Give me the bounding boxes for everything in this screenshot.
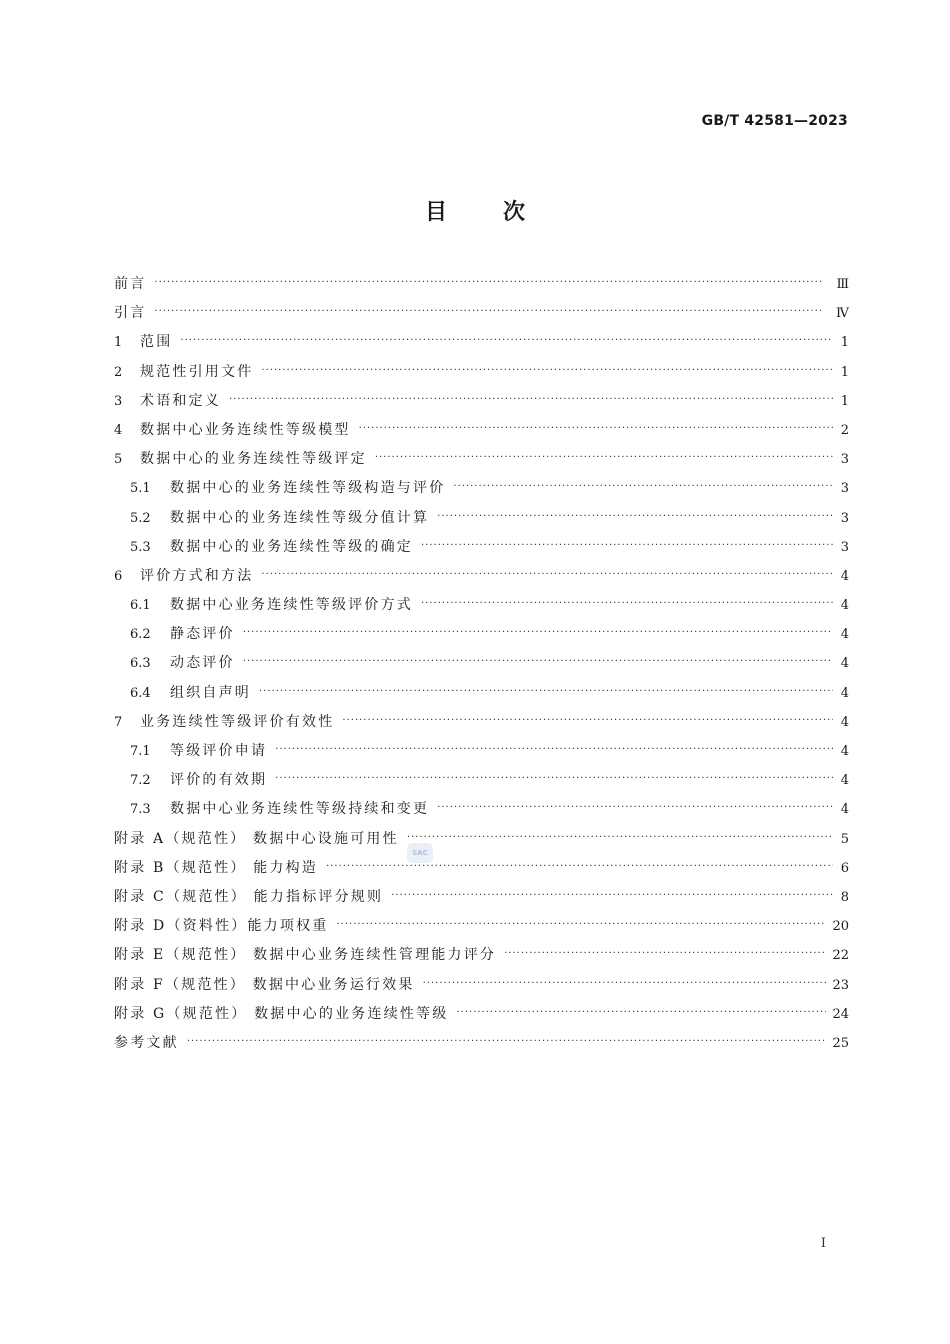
toc-entry-label: 数据中心业务连续性等级模型 [140,421,351,438]
toc-dot-leader [180,331,833,351]
toc-entry-label: 附录 B（规范性） 能力构造 [114,859,318,876]
toc-entry-label: 附录 F（规范性） 数据中心业务运行效果 [114,976,415,993]
toc-entry-page: 1 [840,335,849,351]
toc-entry-label: 数据中心的业务连续性等级构造与评价 [170,480,446,497]
toc-entry-number: 6 [114,568,123,584]
toc-entry-label: 静态评价 [170,626,235,643]
toc-entry-page: 8 [840,889,849,905]
toc-entry-page: 23 [832,977,849,993]
toc-entry[interactable] [114,887,849,916]
toc-entry-label: 引言 [114,305,147,322]
toc-entry-label: 等级评价申请 [170,743,268,759]
watermark-logo: SAC [407,843,433,863]
toc-entry[interactable] [114,712,849,741]
toc-entry-number: 6.1 [130,598,151,614]
toc-entry-page: 3 [840,452,849,468]
toc-dot-leader [154,302,830,322]
toc-entry-number: 5.1 [130,481,151,497]
toc-entry[interactable] [114,303,849,332]
toc-entry-label: 数据中心业务连续性等级持续和变更 [170,801,430,818]
toc-entry-page: 4 [840,714,849,730]
toc-dot-leader [326,857,833,877]
toc-dot-leader [229,390,833,410]
standard-number: GB/T 42581—2023 [701,113,848,129]
toc-entry-page: 5 [840,831,849,847]
toc-entry[interactable] [114,362,849,391]
toc-entry-number: 6.2 [130,627,151,643]
toc-entry[interactable] [114,975,849,1004]
toc-dot-leader [421,536,833,556]
toc-entry[interactable] [114,274,849,303]
toc-entry-page: 24 [832,1006,849,1022]
toc-entry-number: 5.2 [130,510,151,526]
toc-entry[interactable] [114,420,849,449]
toc-entry-number: 4 [114,422,123,438]
toc-entry-label: 附录 D（资料性）能力项权重 [114,918,329,935]
toc-entry[interactable] [114,391,849,420]
toc-dot-leader [453,477,833,497]
toc-entry-number: 6.4 [130,685,151,701]
toc-dot-leader [275,740,833,760]
toc-entry-page: 1 [840,393,849,409]
toc-entry[interactable] [114,624,849,653]
toc-entry-number: 3 [114,393,123,409]
toc-entry[interactable] [114,478,849,507]
toc-entry-number: 5.3 [130,539,151,555]
toc-entry-label: 动态评价 [170,655,235,672]
toc-entry-number: 7 [114,714,123,730]
toc-entry-page: 3 [840,510,849,526]
toc-dot-leader [261,565,833,585]
toc-entry-label: 评价的有效期 [170,772,268,789]
toc-entry[interactable] [114,1004,849,1033]
toc-entry-label: 评价方式和方法 [140,567,254,584]
toc-entry-page: 4 [840,773,849,789]
toc-entry-page: 25 [832,1035,849,1051]
toc-entry-page: 4 [840,656,849,672]
toc-entry-page: 6 [840,860,849,876]
toc-entry-label: 范围 [140,334,173,351]
toc-entry[interactable] [114,770,849,799]
toc-dot-leader [275,769,833,789]
toc-entry[interactable] [114,945,849,974]
toc-entry-label: 组织自声明 [170,684,251,701]
toc-dot-leader [342,711,833,731]
toc-entry[interactable] [114,449,849,478]
toc-entry-page: 4 [840,598,849,614]
page-title: 目次 [424,200,581,225]
toc-entry[interactable] [114,858,849,887]
toc-dot-leader [421,594,833,614]
toc-entry-page: 2 [840,422,849,438]
toc-dot-leader [359,419,833,439]
toc-entry-number: 7.1 [130,744,151,759]
toc-entry-label: 附录 A（规范性） 数据中心设施可用性 [114,830,399,847]
toc-entry-page: 4 [840,568,849,584]
toc-dot-leader [437,798,833,818]
toc-dot-leader [423,974,827,994]
toc-entry-number: 7.2 [130,773,151,789]
toc-entry-page: 4 [840,627,849,643]
toc-entry[interactable] [114,653,849,682]
toc-entry-page: 4 [840,802,849,818]
toc-entry-label: 数据中心的业务连续性等级评定 [140,451,367,468]
toc-dot-leader [437,507,833,527]
toc-entry-label: 规范性引用文件 [140,363,254,380]
toc-entry-label: 附录 G（规范性） 数据中心的业务连续性等级 [114,1005,449,1022]
toc-entry-label: 数据中心的业务连续性等级分值计算 [170,509,430,526]
toc-entry[interactable] [114,508,849,537]
toc-entry[interactable] [114,1033,849,1062]
table-of-contents [114,274,849,1062]
toc-entry-label: 附录 E（规范性） 数据中心业务连续性管理能力评分 [114,947,497,964]
toc-dot-leader [336,915,826,935]
toc-entry[interactable] [114,799,849,828]
toc-entry-page: 20 [832,919,849,935]
toc-entry-number: 7.3 [130,802,151,818]
toc-dot-leader [504,944,826,964]
toc-entry[interactable] [114,566,849,595]
toc-entry[interactable] [114,595,849,624]
toc-entry[interactable] [114,332,849,361]
toc-entry-page: 4 [840,685,849,701]
toc-dot-leader [261,361,833,381]
toc-entry[interactable] [114,829,849,858]
toc-entry-label: 前言 [114,276,147,292]
toc-entry-page: Ⅲ [836,277,849,292]
toc-entry-label: 术语和定义 [140,392,221,409]
toc-dot-leader [407,828,833,848]
toc-entry[interactable] [114,537,849,566]
toc-entry[interactable] [114,916,849,945]
toc-entry-number: 2 [114,364,123,380]
toc-entry-page: Ⅳ [836,306,849,322]
toc-entry-page: 3 [840,539,849,555]
toc-entry[interactable] [114,683,849,712]
toc-entry-page: 22 [832,948,849,964]
toc-entry-page: 4 [840,744,849,759]
toc-entry-label: 数据中心业务连续性等级评价方式 [170,597,413,614]
toc-dot-leader [391,886,833,906]
toc-dot-leader [187,1032,827,1052]
toc-dot-leader [243,623,833,643]
toc-entry[interactable] [114,741,849,770]
toc-entry-number: 1 [114,335,123,351]
toc-dot-leader [243,652,833,672]
toc-entry-number: 6.3 [130,656,151,672]
toc-dot-leader [154,273,830,293]
page-number: I [820,1236,826,1251]
toc-entry-label: 参考文献 [114,1034,179,1051]
toc-entry-page: 3 [840,481,849,497]
toc-dot-leader [375,448,833,468]
toc-dot-leader [456,1003,826,1023]
toc-entry-label: 数据中心的业务连续性等级的确定 [170,538,413,555]
toc-entry-page: 1 [840,364,849,380]
toc-entry-label: 业务连续性等级评价有效性 [140,713,335,730]
toc-dot-leader [259,682,833,702]
toc-entry-number: 5 [114,452,123,468]
toc-entry-label: 附录 C（规范性） 能力指标评分规则 [114,888,384,905]
